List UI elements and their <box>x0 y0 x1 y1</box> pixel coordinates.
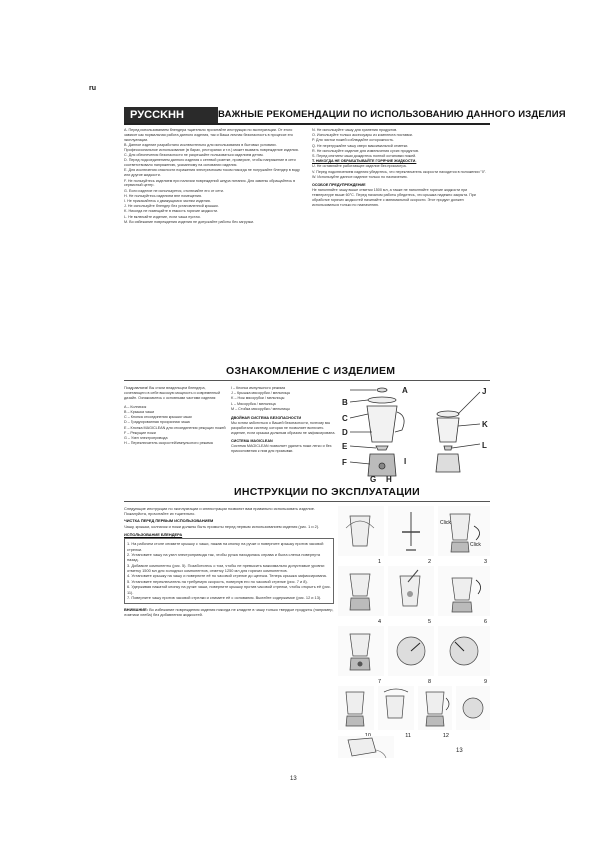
figure-13 <box>338 736 394 758</box>
ops-step: 6. Удерживая нажатой кнопку на ручке чаши, поверните крышку против часовой стрелки, чтобы открыть её (рис. 11). <box>127 584 331 595</box>
page-number: 13 <box>290 776 297 782</box>
safety-item: B. Данное изделие разработано исключительно для использования в бытовых условиях. Профессиональное использование (в барах, ресторанах и т.п.) может вызвать повреждение изделия. <box>124 143 299 152</box>
part-item: F – Режущие ножи <box>124 430 156 435</box>
ops-steps-box <box>124 538 334 603</box>
ops-step: 2. Установите чашу на узел электропривода так, чтобы ручка находилась справа и была слегка повернута назад. <box>127 552 321 563</box>
safety-item: L. Не включайте изделие, если чаша пустая. <box>124 214 201 219</box>
overview-middle-column <box>231 386 337 482</box>
part-label: I <box>404 457 407 466</box>
part-item: M – Стойка мясорубки / мельницы <box>231 406 290 411</box>
product-diagram <box>340 384 490 482</box>
ops-first-title: ЧИСТКА ПЕРЕД ПЕРВЫМ ИСПОЛЬЗОВАНИЕМ <box>124 518 214 524</box>
magiclean-title: СИСТЕМА MAGICLEAN <box>231 438 273 443</box>
attention-text: Во избежание повреждения изделия никогда не кладите в чашу только твердые продукты (например, ломтики хлеба) без добавления жидкостей. <box>124 606 334 617</box>
part-label: J <box>482 387 487 396</box>
safety-item: S. Перед снятием чаши дождитесь полной остановки ножей. <box>312 154 417 159</box>
part-item: B – Крышка чаши <box>124 409 155 414</box>
part-label: H <box>386 475 392 484</box>
figure-13-number: 13 <box>456 748 463 754</box>
section-title-operation: ИНСТРУКЦИИ ПО ЭКСПЛУАТАЦИИ <box>234 486 420 498</box>
part-item: I – Кнопка импульсного режима <box>231 386 285 390</box>
figure-13-a <box>456 686 490 730</box>
ops-blender-title: ИСПОЛЬЗОВАНИЕ БЛЕНДЕРА <box>124 532 183 538</box>
safety-item-warning: T. НИКОГДА НЕ ОБРАБАТЫВАЙТЕ ГОРЯЧИЕ ЖИДКОСТИ. <box>312 159 417 164</box>
figure-5: 5 <box>388 566 434 616</box>
part-label: D <box>342 428 348 437</box>
safety-item: A. Перед использованием блендера тщательно прочитайте инструкции по эксплуатации. От этого зависит как нормальная работа данного изделия, так и Ваша личная безопасность в процессе его эксплуатации. <box>124 128 293 142</box>
section-title-overview: ОЗНАКОМЛЕНИЕ С ИЗДЕЛИЕМ <box>226 365 396 377</box>
part-item: L – Мясорубка / мельница <box>231 401 276 406</box>
part-label: K <box>482 420 488 429</box>
part-label: F <box>342 458 347 467</box>
ops-step: 1. На рабочем столе снимите крышку с чаши, нажав на кнопку на ручке и поверните крышку против часовой стрелки. <box>127 541 324 552</box>
double-safety-title: ДВОЙНАЯ СИСТЕМА БЕЗОПАСНОСТИ <box>231 415 302 420</box>
safety-item: D. Перед подсоединением данного изделия к сетевой розетке, проверьте, чтобы напряжение в сети соответствовало напряжению, указанному на основании изделия. <box>124 158 296 168</box>
ops-step: 5. Установите переключатель на требуемую скорость, повернув его по часовой стрелке (рис. 7 и 8). <box>127 578 308 584</box>
special-warning-title: ОСОБОЕ ПРЕДУПРЕЖДЕНИЕ <box>312 182 366 187</box>
page-title: ВАЖНЫЕ РЕКОМЕНДАЦИИ ПО ИСПОЛЬЗОВАНИЮ ДАННОГО ИЗДЕЛИЯ <box>218 109 566 120</box>
intro-text: Поздравляем! Вы стали владельцем блендера, сочетающего в себе высокую мощность и современный дизайн. Ознакомьтесь с основными частями изделия: <box>124 386 221 400</box>
language-tab: PУCCKHH <box>124 107 218 123</box>
figure-4: 4 <box>338 566 384 616</box>
part-item: E – Кнопка MAGICLEAN для отсоединения режущих ножей <box>124 425 226 430</box>
figure-10 <box>338 686 374 730</box>
special-warning-text: Не наполняйте чашу выше отметки 1500 мл, а также не наполняйте горячие жидкости при температуре выше 60°C. Перед началом работы убедитесь, что крышка надежно закрыта. При обработке горячих жидкостей начинайте с минимальной скорости. Этот продукт должен использоваться только по назначению. <box>312 187 476 207</box>
figure-7: 7 <box>338 626 384 676</box>
figure-11: 11 <box>378 686 414 730</box>
ops-step: 3. Добавьте компоненты (рис. 5). Позаботьтесь о том, чтобы не превысить максимально допустимые уровни: отметку 1500 мл для холодных компонентов, отметку 1250 мл для горячих компонентов. <box>127 562 325 573</box>
overview-left-column <box>124 386 228 482</box>
safety-left-column <box>124 128 306 360</box>
part-label: A <box>402 386 408 395</box>
part-label: E <box>342 442 348 451</box>
blender-illustration <box>340 384 490 482</box>
safety-item: G. Если изделие не используется, отключайте его от сети. <box>124 188 224 193</box>
part-item: G – Узел электропривода <box>124 435 168 440</box>
part-item: K – Нож мясорубки / мельницы <box>231 396 285 401</box>
figure-6: 6 <box>438 566 490 616</box>
safety-item: H. Не пользуйтесь изделием вне помещения. <box>124 193 202 198</box>
figure-9: 9 <box>438 626 490 676</box>
ops-step: 7. Поверните чашу против часовой стрелки и снимите её с основания. Вылейте содержимое (рис. 12 и 13). <box>127 595 322 601</box>
header-rule <box>124 123 490 125</box>
figure-1: 1 <box>338 506 384 556</box>
safety-item: R. Не используйте изделие для измельчения сухих продуктов. <box>312 148 419 153</box>
figure-2: 2 <box>388 506 434 556</box>
safety-item: P. Для чистки ножей соблюдайте осторожность. <box>312 138 394 143</box>
safety-item: F. Не пользуйтесь изделием при наличии повреждений шнура питания. Для замены обращайтесь в сервисный центр. <box>124 178 296 188</box>
figure-3: Click Click 3 <box>438 506 490 556</box>
safety-right-column <box>312 128 490 360</box>
section-rule <box>124 501 490 502</box>
figure-8: 8 <box>388 626 434 676</box>
figure-12: 12 <box>418 686 452 730</box>
double-safety-text: Мы хотим заботиться о Вашей безопасности, поэтому мы разработали систему, которая не позволяет включить изделие, если крышка должным образом не зафиксирована. <box>231 420 336 435</box>
part-item: C – Кнопка отсоединения крышки чаши <box>124 415 192 420</box>
safety-item: Q. Не перегружайте чашу сверх максимальной отметки. <box>312 143 409 148</box>
part-item: A – Колпачок <box>124 404 147 409</box>
magiclean-text: Система MAGICLEAN позволяет удалить ножи легко и без прикосновения к ним для промывки. <box>231 443 332 453</box>
page-marker: ru <box>89 85 96 92</box>
safety-item: J. Не используйте блендер без установленной крышки. <box>124 204 219 209</box>
safety-item: E. Для исключения опасности поражения электрическим током никогда не погружайте блендер в воду или другие жидкости. <box>124 168 300 178</box>
safety-item: U. Не оставляйте работающее изделие без присмотра. <box>312 164 407 169</box>
ops-step: 4. Установите крышку на чашу и поверните её по часовой стрелке до щелчка. Теперь крышка зафиксирована. <box>127 573 327 579</box>
section-rule <box>124 380 490 381</box>
safety-item: O. Используйте только аксессуары из комплекта поставки. <box>312 133 413 138</box>
part-item: H – Переключатель скоростей/импульсного режима <box>124 441 213 446</box>
attention-label: ВНИМАНИЕ: <box>124 606 148 612</box>
safety-item: C. Для обеспечения безопасности не разрешайте пользоваться изделием детям. <box>124 153 264 158</box>
safety-item: W. Используйте данное изделие только по назначению. <box>312 174 408 179</box>
ops-intro: Следующие инструкции по эксплуатации и иллюстрации позволят вам правильно использовать изделие. Пожалуйста, прочитайте их тщательно. <box>124 506 315 517</box>
operation-text <box>124 506 334 758</box>
safety-item: V. Перед подключением изделия убедитесь, что переключатель скорости находится в положении "0". <box>312 169 487 174</box>
figures-grid <box>338 506 490 760</box>
part-label: L <box>482 441 487 450</box>
part-label: C <box>342 414 348 423</box>
ops-first-text: Чашу, крышки, колпачок и ножи должны быть промыты перед первым использованием изделия (рис. 1 и 2). <box>124 523 320 529</box>
part-item: D – Градуированная прозрачная чаша <box>124 420 190 425</box>
safety-item: K. Никогда не помещайте в емкость горячие жидкости. <box>124 209 219 214</box>
click-label: Click <box>470 542 481 548</box>
part-label: G <box>370 475 377 484</box>
safety-item: I. Не прикасайтесь к движущимся частям изделия. <box>124 199 211 204</box>
part-label: B <box>342 398 348 407</box>
click-label: Click <box>440 520 451 526</box>
safety-item: M. Во избежание повреждения изделия не допускайте работы без загрузки. <box>124 219 255 224</box>
safety-item: N. Не используйте чашу для хранения продуктов. <box>312 128 398 132</box>
part-item: J – Крышка мясорубки / мельницы <box>231 391 291 396</box>
